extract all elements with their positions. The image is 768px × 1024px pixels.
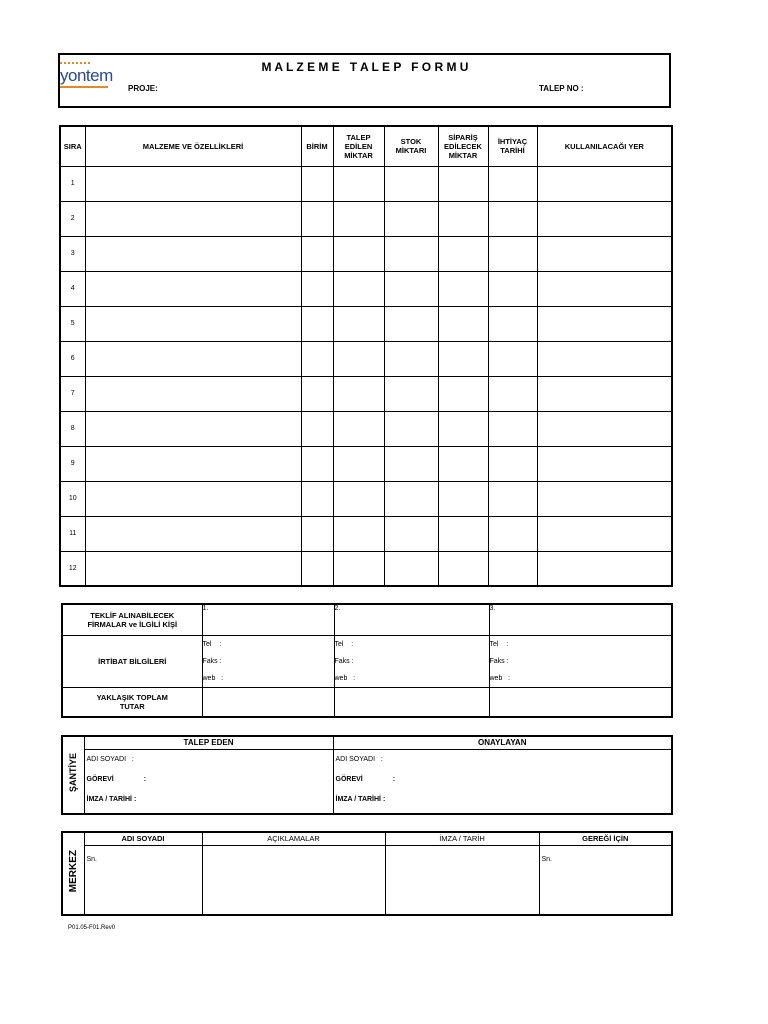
- row-cell[interactable]: [488, 201, 537, 236]
- row-number: 2: [60, 201, 85, 236]
- row-cell[interactable]: [384, 376, 438, 411]
- form-code: P01.05-F01.Rev0: [68, 925, 116, 931]
- row-cell[interactable]: [85, 481, 301, 516]
- row-cell[interactable]: [438, 376, 488, 411]
- items-body: [60, 166, 672, 586]
- row-cell[interactable]: [333, 516, 384, 551]
- row-cell[interactable]: [438, 236, 488, 271]
- merkez-col-aciklama: AÇIKLAMALAR: [202, 832, 385, 845]
- onaylayan-header: ONAYLAYAN: [333, 736, 672, 749]
- table-row: [60, 516, 672, 551]
- logo-underline: [60, 86, 108, 88]
- row-number: 4: [60, 271, 85, 306]
- company-logo: [60, 62, 120, 96]
- row-cell[interactable]: [488, 481, 537, 516]
- row-cell[interactable]: [333, 201, 384, 236]
- talep-eden-gorevi-label: GÖREVİ: [86, 775, 114, 783]
- total-label: YAKLAŞIK TOPLAM TUTAR: [62, 687, 202, 717]
- firm-1-faks: Faks :: [202, 657, 222, 665]
- row-cell[interactable]: [384, 446, 438, 481]
- row-cell[interactable]: [301, 376, 333, 411]
- row-cell[interactable]: [384, 166, 438, 201]
- firm-3-name[interactable]: [489, 604, 672, 635]
- merkez-adi-cell[interactable]: [84, 845, 202, 915]
- row-cell[interactable]: [537, 481, 672, 516]
- firm-2-tel: Tel :: [334, 640, 354, 648]
- row-cell[interactable]: [384, 481, 438, 516]
- row-cell[interactable]: [85, 446, 301, 481]
- row-cell[interactable]: [438, 201, 488, 236]
- row-cell[interactable]: [85, 271, 301, 306]
- row-number: 1: [60, 166, 85, 201]
- col-sira: SIRA: [60, 126, 85, 166]
- onaylayan-gorevi: [336, 770, 672, 790]
- firm-2-faks: Faks :: [334, 657, 354, 665]
- col-kullanilacagi: KULLANILACAĞI YER: [537, 126, 672, 166]
- row-cell[interactable]: [384, 516, 438, 551]
- firm-1-num: 1.: [202, 605, 209, 612]
- table-row: [60, 481, 672, 516]
- row-cell[interactable]: [301, 551, 333, 586]
- row-cell[interactable]: [301, 481, 333, 516]
- row-cell[interactable]: [384, 306, 438, 341]
- row-cell[interactable]: [85, 166, 301, 201]
- row-cell[interactable]: [85, 376, 301, 411]
- row-cell[interactable]: [333, 481, 384, 516]
- row-cell[interactable]: [537, 201, 672, 236]
- firm-3-num: 3.: [489, 605, 496, 612]
- row-number: 10: [60, 481, 85, 516]
- row-cell[interactable]: [301, 236, 333, 271]
- row-number: 8: [60, 411, 85, 446]
- firm-3-web: web :: [489, 674, 511, 682]
- merkez-col-geregi: GEREĞİ İÇİN: [539, 832, 672, 845]
- row-cell[interactable]: [333, 306, 384, 341]
- row-number: 5: [60, 306, 85, 341]
- row-cell[interactable]: [438, 481, 488, 516]
- merkez-adi-sn: Sn.: [86, 855, 98, 863]
- firm-1-name[interactable]: [202, 604, 334, 635]
- firm-3-faks: Faks :: [489, 657, 509, 665]
- merkez-aciklama-cell[interactable]: [202, 845, 385, 915]
- row-cell[interactable]: [488, 236, 537, 271]
- firm-2-contact[interactable]: [334, 635, 489, 687]
- row-cell[interactable]: [301, 446, 333, 481]
- row-cell[interactable]: [384, 341, 438, 376]
- row-cell[interactable]: [438, 166, 488, 201]
- onaylayan-adi: ADI SOYADI :: [335, 755, 383, 763]
- talep-eden-gorevi-colon: :: [143, 775, 147, 783]
- table-row: [60, 166, 672, 201]
- row-cell[interactable]: [384, 411, 438, 446]
- row-cell[interactable]: [333, 551, 384, 586]
- table-row: [60, 376, 672, 411]
- row-cell[interactable]: [85, 341, 301, 376]
- row-number: 3: [60, 236, 85, 271]
- merkez-col-imza: İMZA / TARİH: [385, 832, 539, 845]
- talep-eden-header: TALEP EDEN: [84, 736, 333, 749]
- firm-2-total[interactable]: [334, 687, 489, 717]
- proje-label: PROJE:: [128, 84, 158, 93]
- row-number: 12: [60, 551, 85, 586]
- merkez-side-cell: [62, 832, 84, 915]
- row-cell[interactable]: [537, 271, 672, 306]
- firm-1-contact[interactable]: [202, 635, 334, 687]
- row-cell[interactable]: [85, 551, 301, 586]
- row-cell[interactable]: [301, 411, 333, 446]
- firms-table: [61, 603, 673, 718]
- col-talep-edilen: TALEP EDİLEN MİKTAR: [333, 126, 384, 166]
- row-cell[interactable]: [488, 341, 537, 376]
- row-cell[interactable]: [301, 201, 333, 236]
- row-cell[interactable]: [537, 376, 672, 411]
- row-cell[interactable]: [301, 341, 333, 376]
- row-cell[interactable]: [333, 446, 384, 481]
- merkez-table: [61, 831, 673, 916]
- row-cell[interactable]: [438, 551, 488, 586]
- row-cell[interactable]: [85, 201, 301, 236]
- santiye-side-label: ŞANTİYE: [68, 752, 79, 792]
- row-cell[interactable]: [488, 306, 537, 341]
- row-cell[interactable]: [333, 376, 384, 411]
- contact-info-label: İRTİBAT BİLGİLERİ: [62, 635, 202, 687]
- row-cell[interactable]: [85, 236, 301, 271]
- firm-2-name[interactable]: [334, 604, 489, 635]
- onaylayan-gorevi-colon: :: [392, 775, 396, 783]
- table-row: [60, 341, 672, 376]
- row-cell[interactable]: [85, 306, 301, 341]
- row-cell[interactable]: [488, 376, 537, 411]
- talep-eden-imza: İMZA / TARİHİ :: [86, 795, 137, 803]
- row-cell[interactable]: [488, 271, 537, 306]
- merkez-geregi-sn: Sn.: [541, 855, 553, 863]
- row-cell[interactable]: [537, 166, 672, 201]
- row-cell[interactable]: [384, 271, 438, 306]
- row-cell[interactable]: [85, 411, 301, 446]
- row-cell[interactable]: [438, 341, 488, 376]
- merkez-col-adi: ADI SOYADI: [84, 832, 202, 845]
- row-cell[interactable]: [488, 516, 537, 551]
- row-cell[interactable]: [438, 516, 488, 551]
- merkez-geregi-cell[interactable]: [539, 845, 672, 915]
- row-cell[interactable]: [537, 306, 672, 341]
- col-siparis: SİPARİŞ EDİLECEK MİKTAR: [438, 126, 488, 166]
- items-header-row: [60, 126, 672, 166]
- row-cell[interactable]: [438, 271, 488, 306]
- row-cell[interactable]: [301, 271, 333, 306]
- firm-1-total[interactable]: [202, 687, 334, 717]
- row-cell[interactable]: [85, 516, 301, 551]
- merkez-imza-cell[interactable]: [385, 845, 539, 915]
- row-cell[interactable]: [333, 411, 384, 446]
- firm-1-tel: Tel :: [202, 640, 222, 648]
- talep-eden-gorevi: [87, 770, 333, 790]
- row-cell[interactable]: [333, 236, 384, 271]
- row-cell[interactable]: [301, 166, 333, 201]
- row-cell[interactable]: [537, 341, 672, 376]
- onaylayan-imza: İMZA / TARİHİ :: [335, 795, 386, 803]
- row-cell[interactable]: [333, 166, 384, 201]
- firm-2-web: web :: [334, 674, 356, 682]
- table-row: [60, 201, 672, 236]
- table-row: [60, 551, 672, 586]
- row-cell[interactable]: [438, 306, 488, 341]
- col-birim: BİRİM: [301, 126, 333, 166]
- row-cell[interactable]: [438, 446, 488, 481]
- firm-3-tel: Tel :: [489, 640, 509, 648]
- firm-1-web: web :: [202, 674, 224, 682]
- form-title: M A L Z E M E T A L E P F O R M U: [261, 60, 469, 74]
- firm-2-num: 2.: [334, 605, 341, 612]
- row-cell[interactable]: [488, 446, 537, 481]
- row-number: 7: [60, 376, 85, 411]
- row-cell[interactable]: [384, 201, 438, 236]
- col-stok: STOK MİKTARI: [384, 126, 438, 166]
- table-row: [60, 446, 672, 481]
- col-ihtiyac: İHTİYAÇ TARİHİ: [488, 126, 537, 166]
- talep-eden-adi: ADI SOYADI :: [86, 755, 134, 763]
- row-cell[interactable]: [537, 446, 672, 481]
- row-cell[interactable]: [301, 306, 333, 341]
- row-cell[interactable]: [384, 551, 438, 586]
- firm-3-total[interactable]: [489, 687, 672, 717]
- row-cell[interactable]: [301, 516, 333, 551]
- table-row: [60, 236, 672, 271]
- table-row: [60, 306, 672, 341]
- row-cell[interactable]: [537, 551, 672, 586]
- firms-label: TEKLİF ALINABİLECEK FİRMALAR ve İLGİLİ KİŞİ: [62, 604, 202, 635]
- row-cell[interactable]: [537, 411, 672, 446]
- row-cell[interactable]: [537, 516, 672, 551]
- logo-text: yontem: [60, 66, 113, 85]
- row-number: 6: [60, 341, 85, 376]
- talep-no-label: TALEP NO :: [539, 84, 584, 93]
- row-cell[interactable]: [488, 551, 537, 586]
- row-cell[interactable]: [333, 341, 384, 376]
- row-cell[interactable]: [537, 236, 672, 271]
- row-cell[interactable]: [488, 166, 537, 201]
- santiye-side-cell: [62, 736, 84, 814]
- row-cell[interactable]: [488, 411, 537, 446]
- talep-eden-cell[interactable]: [84, 749, 333, 814]
- table-row: [60, 271, 672, 306]
- table-row: [60, 411, 672, 446]
- onaylayan-cell[interactable]: [333, 749, 672, 814]
- row-cell[interactable]: [438, 411, 488, 446]
- merkez-side-label: MERKEZ: [67, 849, 79, 893]
- row-number: 11: [60, 516, 85, 551]
- row-cell[interactable]: [384, 236, 438, 271]
- items-table: [59, 125, 673, 587]
- row-number: 9: [60, 446, 85, 481]
- santiye-table: [61, 735, 673, 815]
- col-malzeme: MALZEME VE ÖZELLİKLERİ: [85, 126, 301, 166]
- onaylayan-gorevi-label: GÖREVİ: [335, 775, 363, 783]
- firm-3-contact[interactable]: [489, 635, 672, 687]
- row-cell[interactable]: [333, 271, 384, 306]
